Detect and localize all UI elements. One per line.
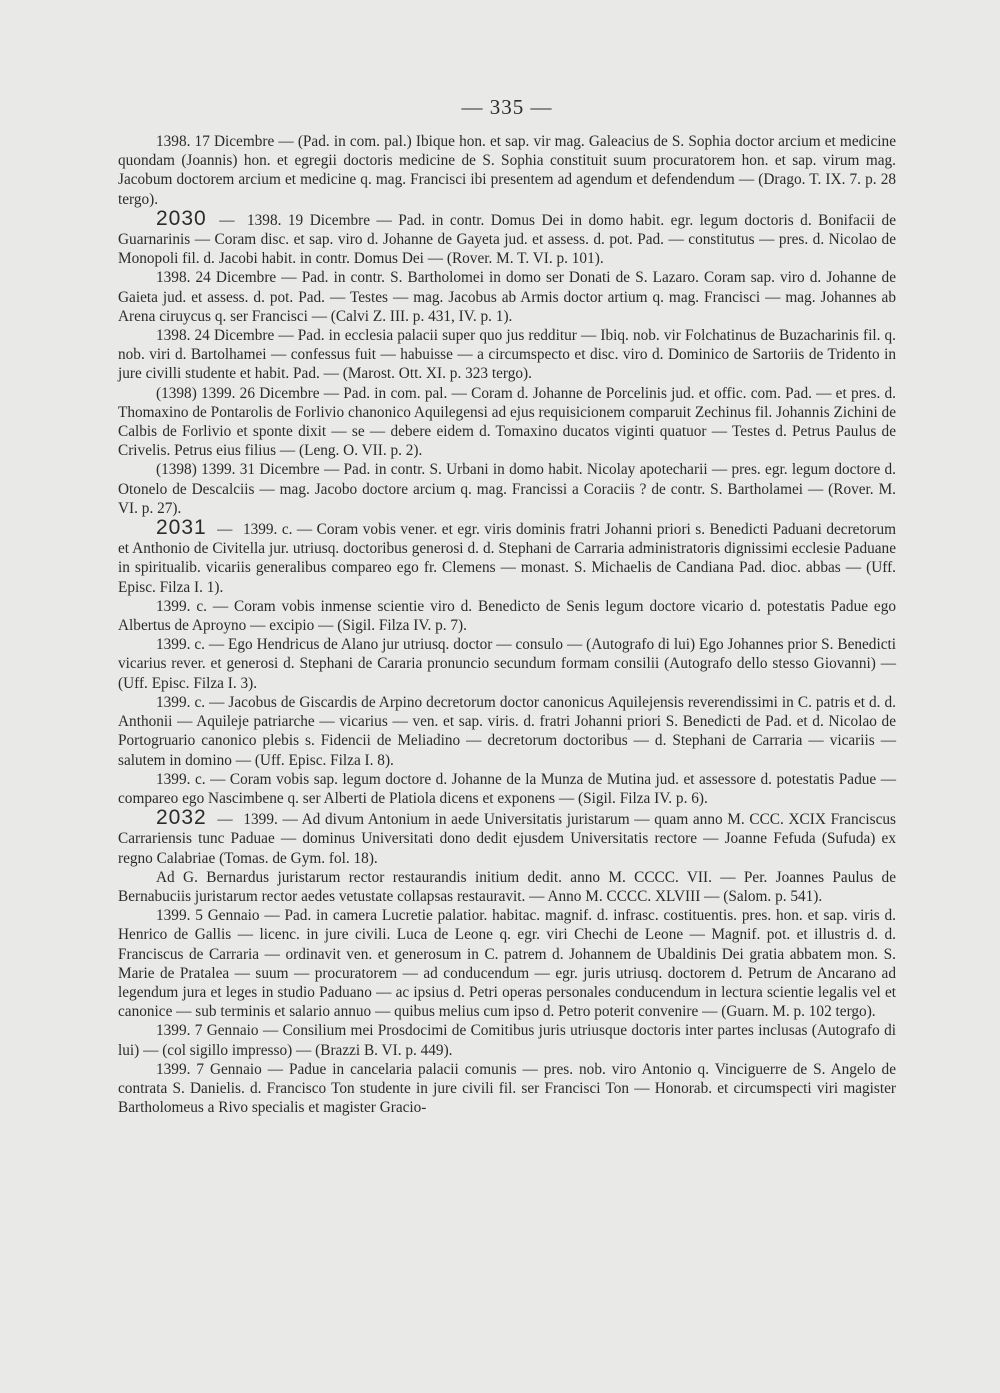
entry-dash: — (212, 811, 238, 829)
entry-paragraph (118, 206, 896, 269)
entry-text: 1399. c. — Jacobus de Giscardis de Arpino decretorum doctor canonicus Aquilejensis reverendissimi in C. patris et d. d. Anthonii — Aquileje patriarche — vicarius — ven. et sap. viris. d. fratri Johanni priori S. Benedicti de Pad. et d. Nicolao de Portogruario canonico plebis s. Fidencii de Meliadino — decretorum doctoribus — d. Stephani de Carraria — vicariis — salutem in domino — (Uff. Episc. Filza I. 8). (118, 693, 896, 769)
entry-text: 1398. 19 Dicembre — Pad. in contr. Domus Dei in domo habit. egr. legum doctoris d. Bonifacii de Guarnarinis — Coram disc. et sap. viro d. Johanne de Gayeta jud. et assess. d. pot. Pad. — constitutus — pres. d. Nicolao de Monopoli fil. d. Jacobi habit. in contr. Domus Dei — (Rover. M. T. VI. p. 101). (118, 211, 896, 268)
entry-paragraph (118, 384, 896, 461)
page-number: — 335 — (461, 95, 553, 119)
entries-list (118, 132, 896, 1117)
entry-text: (1398) 1399. 26 Dicembre — Pad. in com. pal. — Coram d. Johanne de Porcelinis jud. et offic. com. Pad. — et pres. d. Thomaxino de Pontarolis de Forlivio chanonico Aquilegensi ad ejus requisicionem comparuit Zechinus fil. Johannis Zichini de Calbis de Forlivio et sponte dixit — se — debere eidem d. Tomaxino ducatos viginti quatuor — Testes d. Petrus Paulus de Crivelis. Petrus eius filius — (Leng. O. VII. p. 2). (118, 384, 896, 460)
entry-paragraph (118, 635, 896, 693)
entry-paragraph (118, 770, 896, 808)
entry-number: 2031 (156, 516, 207, 540)
entry-text: 1399. c. — Coram vobis vener. et egr. viris dominis fratri Johanni priori s. Benedicti Paduani decretorum et Anthonio de Civitella jur. utriusq. doctoribus generosi d. d. Stephani de Carraria administratoris dignissimi ecclesie Paduane in spiritualib. vicariis generalibus compareo ego fr. Clemens — monast. S. Michaelis de Candiana Pad. dioc. abbas — (Uff. Episc. Filza I. 1). (118, 521, 896, 596)
entry-paragraph (118, 1060, 896, 1118)
entry-paragraph (118, 268, 896, 326)
entry-dash: — (212, 521, 237, 539)
entry-paragraph (118, 808, 896, 868)
entry-number: 2030 (156, 206, 207, 230)
entry-paragraph (118, 1021, 896, 1059)
entry-paragraph (118, 326, 896, 384)
entry-paragraph (118, 597, 896, 635)
entry-text: (1398) 1399. 31 Dicembre — Pad. in contr. S. Urbani in domo habit. Nicolay apotecharii — pres. egr. legum doctore d. Otonelo de Descalciis — mag. Jacobo doctore arcium q. mag. Francissi a Coraciis ? de contr. S. Bartholamei — (Rover. M. VI. p. 27). (118, 461, 896, 517)
entry-dash: — (212, 211, 241, 229)
entry-paragraph (118, 518, 896, 597)
entry-paragraph (118, 693, 896, 770)
entry-text: 1399. — Ad divum Antonium in aede Universitatis juristarum — quam anno M. CCC. XCIX Franciscus Carrariensis tunc Paduae — dominus Universitati dono dedit ejusdem Universitatis rectore — Joanne Fefuda (Sufuda) ex regno Calabriae (Tomas. de Gym. fol. 18). (118, 811, 896, 867)
entry-text: Ad G. Bernardus juristarum rector restaurandis initium dedit. anno M. CCCC. VII. — Per. Joannes Paulus de Bernabuciis juristarum rector aedes vetustate collapsas restauravit. — Anno M. CCCC. XLVIII — (Salom. p. 541). (118, 868, 896, 905)
entry-number: 2032 (156, 806, 207, 830)
entry-text: 1398. 24 Dicembre — Pad. in ecclesia palacii super quo jus redditur — Ibiq. nob. vir Folchatinus de Buzacharinis fil. q. nob. viri d. Bartolhamei — confessus fuit — habuisse — a circumspecto et disc. viro d. Dominico de Sartoriis de Tridento in jure civilli studente et habit. Pad. — (Marost. Ott. XI. p. 323 tergo). (118, 327, 896, 383)
entry-paragraph (118, 132, 896, 209)
entry-paragraph (118, 906, 896, 1021)
entry-text: 1399. c. — Ego Hendricus de Alano jur utriusq. doctor — consulo — (Autografo di lui) Ego Johannes prior S. Benedicti vicarius rever. et generosi d. Stephani de Cararia pronuncio secundum formam consilii (Autografo dello stesso Giovanni) — (Uff. Episc. Filza I. 3). (118, 636, 896, 692)
entry-paragraph (118, 460, 896, 518)
entry-text: 1399. c. — Coram vobis sap. legum doctore d. Johanne de la Munza de Mutina jud. et assessore d. potestatis Padue — compareo ego Nascimbene q. ser Alberti de Platiola dicens et exponens — (Sigil. Filza IV. p. 6). (118, 770, 896, 807)
entry-text: 1399. 7 Gennaio — Consilium mei Prosdocimi de Comitibus juris utriusque doctoris inter partes inclusas (Autografo di lui) — (col sigillo impresso) — (Brazzi B. VI. p. 449). (118, 1022, 896, 1059)
entry-text: 1399. c. — Coram vobis inmense scientie viro d. Benedicto de Senis legum doctore vicario d. potestatis Padue ego Albertus de Aproyno — excipio — (Sigil. Filza IV. p. 7). (118, 597, 896, 635)
entry-text: 1399. 5 Gennaio — Pad. in camera Lucretie palatior. habitac. magnif. d. infrasc. costituentis. pres. hon. et sap. viris d. Henrico de Gallis — licenc. in jure civili. Luca de Leone q. egr. viri Chechi de Leone — Magnif. pot. et illustris d. d. Franciscus de Carraria — ordinavit ven. et generosum in C. patrem d. Johannem de Ubaldinis Dei gratia abbatem mon. S. Marie de Pratalea — suum — procuratorem — ad conducendum — egr. juris utriusq. doctorem d. Petrum de Ancarano ad legendum jura et leges in studio Paduano — ac ipsius d. Petri operas personales conducendum in lectura scientie legalis vel et canonice — sub terminis et salario annuo — quibus melius cum ipso d. Petro poterit convenire — (Guarn. M. p. 102 tergo). (118, 907, 896, 1021)
entry-text: 1399. 7 Gennaio — Padue in cancelaria palacii comunis — pres. nob. viro Antonio q. Vinciguerre de S. Angelo de contrata S. Danielis. d. Francisco Ton studente in jure civili fil. ser Francisci Ton — Honorab. et circumspecti viri magister Bartholomeus a Rivo specialis et magister Gracio- (118, 1060, 896, 1117)
entry-text: 1398. 24 Dicembre — Pad. in contr. S. Bartholomei in domo ser Donati de S. Lazaro. Coram sap. viro d. Johanne de Gaieta jud. et assess. d. pot. Pad. — Testes — mag. Jacobus ab Armis doctor artium q. mag. Francisci — mag. Johannes ab Arena ciruycus q. ser Francisci — (Calvi Z. III. p. 431, IV. p. 1). (118, 269, 896, 325)
entry-paragraph (118, 868, 896, 906)
entry-text: 1398. 17 Dicembre — (Pad. in com. pal.) Ibique hon. et sap. vir mag. Galeacius de S. Sophia doctor arcium et medicine quondam (Joannis) hon. et egregii doctoris medicine de S. Sophia constituit suum procuratorem hon. et sap. virum mag. Jacobum doctorem arcium et medicine q. mag. Francisci ibi presentem ad agendum et defendendum — (Drago. T. IX. 7. p. 28 tergo). (118, 133, 896, 208)
